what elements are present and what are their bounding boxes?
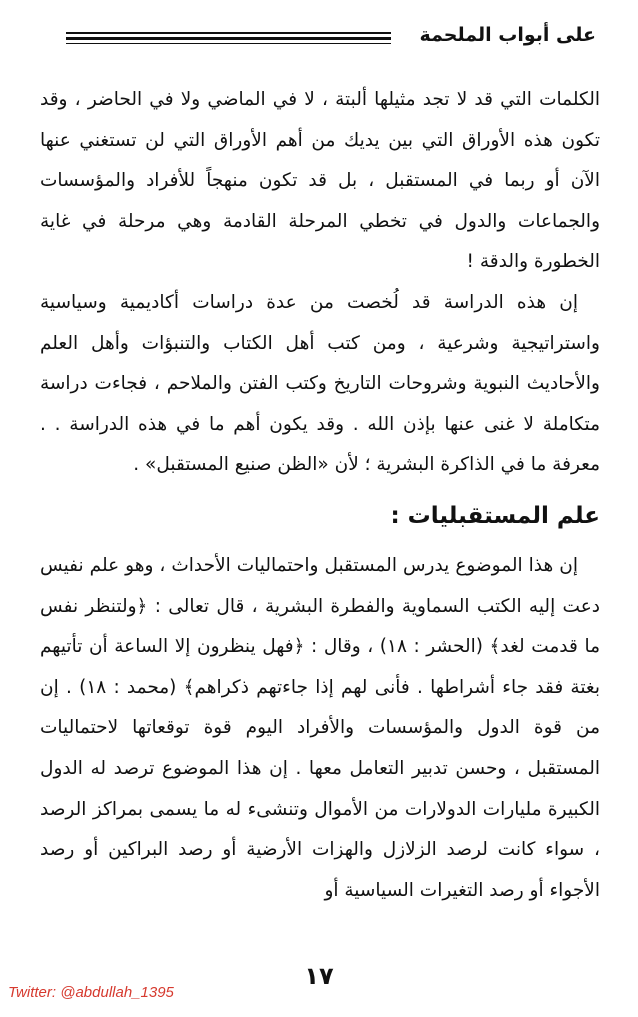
page-number: ١٧: [304, 962, 334, 990]
body-paragraph-1: الكلمات التي قد لا تجد مثيلها ألبتة ، لا في الماضي ولا في الحاضر ، وقد تكون هذه الأوراق التي بين يديك من أهم الأوراق التي لن تستغني عنها الآن أو ربما في المستقبل ، بل قد تكون منهجاً للأفراد والمؤسسات والجماعات والدول في تخطي المرحلة القادمة وهي مرحلة في غاية الخطورة والدقة !: [40, 89, 600, 273]
section-heading: علم المستقبليات :: [390, 502, 600, 529]
page-body: [40, 80, 600, 911]
body-paragraph-3: إن هذا الموضوع يدرس المستقبل واحتماليات الأحداث ، وهو علم نفيس دعت إليه الكتب السماوية والفطرة البشرية ، قال تعالى : ﴿ولتنظر نفس ما قدمت لغد﴾ (الحشر : ١٨) ، وقال : ﴿فهل ينظرون إلا الساعة أن تأتيهم بغتة فقد جاء أشراطها . فأنى لهم إذا جاءتهم ذكراهم﴾ (محمد : ١٨) . إن من قوة الدول والمؤسسات والأفراد اليوم قوة توقعاتها لاحتماليات المستقبل ، وحسن تدبير التعامل معها . إن هذا الموضوع ترصد له الدول الكبيرة مليارات الدولارات من الأموال وتنشىء له ما يسمى بمراكز الرصد ، سواء كانت لرصد الزلازل والهزات الأرضية أو رصد البراكين أو رصد الأجواء أو رصد التغيرات السياسية أو: [40, 554, 600, 901]
header-rule-line: [66, 37, 391, 40]
body-paragraph-2: إن هذه الدراسة قد لُخصت من عدة دراسات أكاديمية وسياسية واستراتيجية وشرعية ، ومن كتب أهل الكتاب والتنبؤات وأهل العلم والأحاديث النبوية وشروحات التاريخ وكتب الفتن والملاحم ، فجاءت دراسة متكاملة لا غنى عنها بإذن الله . وقد يكون أهم ما في هذه الدراسة . . معرفة ما في الذاكرة البشرية ؛ لأن «الظن صنيع المستقبل» .: [40, 291, 600, 476]
running-header-title: على أبواب الملحمة: [419, 24, 596, 46]
header-rule-line: [66, 43, 391, 44]
twitter-handle: Twitter: @abdullah_1395: [8, 984, 174, 1001]
running-header: [66, 22, 596, 52]
header-rule-line: [66, 32, 391, 34]
